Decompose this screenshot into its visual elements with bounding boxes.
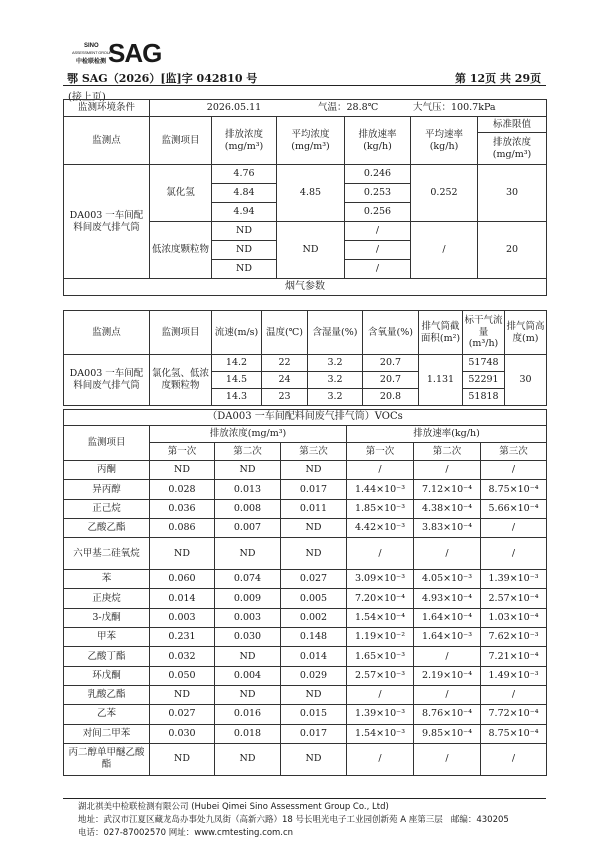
subheader-cell: 第三次 <box>481 443 547 461</box>
rate-cell: 2.19×10⁻⁴ <box>414 666 481 685</box>
conc-cell: 0.003 <box>215 608 281 627</box>
rate-cell: / <box>481 743 547 775</box>
conc-cell: 0.011 <box>281 499 347 518</box>
table-row <box>64 538 547 570</box>
oxygen-cell: 20.7 <box>363 355 419 372</box>
rate-cell: 1.39×10⁻³ <box>347 705 414 724</box>
humidity-cell: 3.2 <box>308 355 363 372</box>
header-flow: 流速(m/s) <box>212 311 262 355</box>
conc-cell: 0.002 <box>281 608 347 627</box>
page-number: 第 12页 共 29页 <box>455 72 542 85</box>
rate-cell: 4.38×10⁻⁴ <box>414 499 481 518</box>
conc-cell: 0.015 <box>281 705 347 724</box>
header-oxygen: 含氧量(%) <box>363 311 419 355</box>
header-point: 监测点 <box>64 311 150 355</box>
conc-cell: ND <box>212 222 277 241</box>
monitoring-point: DA003 一车间配料间废气排气筒 <box>64 165 150 279</box>
rate-cell: / <box>414 538 481 570</box>
subheader-cell: 第三次 <box>281 443 347 461</box>
header-conc: 排放浓度(mg/m³) <box>212 117 277 165</box>
rate-cell: 0.246 <box>345 165 411 184</box>
rate-cell: / <box>414 685 481 704</box>
header-divider <box>63 85 546 86</box>
rate-cell: 1.19×10⁻² <box>347 628 414 647</box>
header-avg-rate: 平均速率(kg/h) <box>411 117 478 165</box>
voc-name-cell: 乙酸乙酯 <box>64 518 150 537</box>
rate-cell: 1.39×10⁻³ <box>481 570 547 589</box>
conc-cell: ND <box>212 260 277 279</box>
header-item: 监测项目 <box>150 117 212 165</box>
header-row <box>64 117 547 165</box>
section-title-row <box>64 279 547 296</box>
conc-cell: 0.005 <box>281 589 347 608</box>
table-row <box>64 705 547 724</box>
table-row <box>64 589 547 608</box>
voc-name-cell: 苯 <box>64 570 150 589</box>
voc-name-cell: 正庚烷 <box>64 589 150 608</box>
footer-company: 湖北祺美中检联检测有限公司 (Hubei Qimei Sino Assessment Group Co., Ltd) <box>78 802 389 812</box>
voc-name-cell: 环戊酮 <box>64 666 150 685</box>
table-row <box>64 461 547 480</box>
rate-cell: 8.75×10⁻⁴ <box>481 480 547 499</box>
conc-cell: 4.84 <box>212 184 277 203</box>
conc-cell: 0.086 <box>150 518 215 537</box>
rate-cell: 1.54×10⁻³ <box>347 724 414 743</box>
footer-contact: 电话：027-87002570 网址：www.cmtesting.com.cn <box>78 828 294 838</box>
rate-cell: 3.83×10⁻⁴ <box>414 518 481 537</box>
vocs-table <box>63 409 547 776</box>
rate-cell: 1.03×10⁻⁴ <box>481 608 547 627</box>
item-name: 低浓度颗粒物 <box>150 222 212 279</box>
header-avg-conc: 平均浓度(mg/m³) <box>277 117 345 165</box>
env-label: 监测环境条件 <box>64 100 150 117</box>
limit-cell: 20 <box>478 222 547 279</box>
conc-cell: 0.030 <box>150 724 215 743</box>
footer-divider <box>63 798 546 799</box>
conc-cell: 4.76 <box>212 165 277 184</box>
rate-cell: / <box>347 461 414 480</box>
conc-cell: 0.027 <box>281 570 347 589</box>
env-temperature: 气温：28.8℃ <box>318 102 379 114</box>
table-row <box>64 666 547 685</box>
rate-cell: 1.54×10⁻⁴ <box>347 608 414 627</box>
conc-cell: ND <box>281 538 347 570</box>
conc-cell: 0.030 <box>215 628 281 647</box>
std-flow-cell: 52291 <box>463 372 505 389</box>
conc-cell: ND <box>215 647 281 666</box>
conc-cell: ND <box>215 538 281 570</box>
conc-cell: 0.013 <box>215 480 281 499</box>
rate-cell: / <box>345 260 411 279</box>
rate-cell: 3.09×10⁻³ <box>347 570 414 589</box>
conc-cell: 0.014 <box>281 647 347 666</box>
conc-cell: 0.017 <box>281 480 347 499</box>
table-row <box>64 480 547 499</box>
conc-cell: 0.009 <box>215 589 281 608</box>
voc-name-cell: 异丙醇 <box>64 480 150 499</box>
env-row <box>64 100 547 117</box>
section-title-vocs: （DA003 一车间配料间废气排气筒）VOCs <box>64 410 547 426</box>
footer-address <box>78 813 509 825</box>
rate-cell: / <box>481 685 547 704</box>
avg-rate-cell: 0.252 <box>411 165 478 222</box>
voc-name-cell: 对间二甲苯 <box>64 724 150 743</box>
rate-cell: 7.20×10⁻⁴ <box>347 589 414 608</box>
conc-cell: ND <box>150 461 215 480</box>
header-limit-bottom: 排放浓度(mg/m³) <box>492 136 532 160</box>
conc-cell: 4.94 <box>212 203 277 222</box>
env-pressure: 大气压：100.7kPa <box>413 102 496 114</box>
table-row <box>64 647 547 666</box>
continued-note: (接上页) <box>68 92 106 103</box>
header-height: 排气筒高度(m) <box>505 311 547 355</box>
conc-cell: 0.004 <box>215 666 281 685</box>
conc-cell: 0.027 <box>150 705 215 724</box>
logo-sub-text: ASSESSMENT GROUP <box>72 50 112 55</box>
subheader-cell: 第二次 <box>215 443 281 461</box>
header-rate: 排放速率(kg/h) <box>347 426 547 443</box>
item-name: 氯化氢、低浓度颗粒物 <box>150 355 212 406</box>
conc-cell: 0.008 <box>215 499 281 518</box>
section-title-row <box>64 410 547 426</box>
voc-name-cell: 丙酮 <box>64 461 150 480</box>
flow-cell: 14.2 <box>212 355 262 372</box>
header-row <box>64 311 547 355</box>
header-limit-top: 标准限值 <box>478 117 546 133</box>
section-title-flue: 烟气参数 <box>64 279 547 296</box>
header-area: 排气筒截面积(m²) <box>419 311 463 355</box>
conc-cell: ND <box>150 685 215 704</box>
rate-cell: 1.85×10⁻³ <box>347 499 414 518</box>
subheader-cell: 第一次 <box>347 443 414 461</box>
avg-conc-cell: ND <box>277 222 345 279</box>
rate-cell: 2.57×10⁻³ <box>347 666 414 685</box>
footer-postcode: 邮编：430205 <box>450 815 509 825</box>
rate-cell: 7.12×10⁻⁴ <box>414 480 481 499</box>
rate-cell: 1.65×10⁻³ <box>347 647 414 666</box>
table-row <box>64 165 547 184</box>
rate-cell: 8.75×10⁻⁴ <box>481 724 547 743</box>
table-row <box>64 355 547 372</box>
env-date: 2026.05.11 <box>206 102 262 114</box>
header-limit <box>478 117 547 165</box>
limit-cell: 30 <box>478 165 547 222</box>
voc-name-cell: 乙苯 <box>64 705 150 724</box>
flow-cell: 14.3 <box>212 389 262 406</box>
conc-cell: 0.060 <box>150 570 215 589</box>
env-values <box>150 100 547 117</box>
header-std-flow: 标干气流量(m³/h) <box>463 311 505 355</box>
monitoring-table <box>63 99 547 296</box>
conc-cell: ND <box>215 685 281 704</box>
conc-cell: 0.017 <box>281 724 347 743</box>
table-row <box>64 685 547 704</box>
document-number: 鄂 SAG（2026）[监]字 042810 号 <box>67 72 258 85</box>
voc-name-cell: 3-戊酮 <box>64 608 150 627</box>
temp-cell: 24 <box>262 372 308 389</box>
conc-cell: 0.003 <box>150 608 215 627</box>
header-item: 监测项目 <box>150 311 212 355</box>
table-row <box>64 570 547 589</box>
company-logo <box>70 38 160 72</box>
rate-cell: / <box>345 241 411 260</box>
avg-conc-cell: 4.85 <box>277 165 345 222</box>
rate-cell: 7.21×10⁻⁴ <box>481 647 547 666</box>
header-conc: 排放浓度(mg/m³) <box>150 426 347 443</box>
oxygen-cell: 20.8 <box>363 389 419 406</box>
conc-cell: ND <box>281 461 347 480</box>
rate-cell: 1.49×10⁻³ <box>481 666 547 685</box>
header-humidity: 含湿量(%) <box>308 311 363 355</box>
table-row <box>64 518 547 537</box>
temp-cell: 23 <box>262 389 308 406</box>
rate-cell: 4.05×10⁻³ <box>414 570 481 589</box>
rate-cell: 7.72×10⁻⁴ <box>481 705 547 724</box>
voc-name-cell: 乙酸丁酯 <box>64 647 150 666</box>
rate-cell: 4.93×10⁻⁴ <box>414 589 481 608</box>
rate-cell: / <box>347 743 414 775</box>
item-name: 氯化氢 <box>150 165 212 222</box>
oxygen-cell: 20.7 <box>363 372 419 389</box>
rate-cell: 4.42×10⁻³ <box>347 518 414 537</box>
voc-name-cell: 丙二醇单甲醚乙酸酯 <box>64 743 150 775</box>
flow-cell: 14.5 <box>212 372 262 389</box>
height-cell: 30 <box>505 355 547 406</box>
flue-gas-table <box>63 310 547 406</box>
header-temp: 温度(℃) <box>262 311 308 355</box>
rate-cell: 7.62×10⁻³ <box>481 628 547 647</box>
rate-cell: 1.64×10⁻⁴ <box>414 608 481 627</box>
conc-cell: 0.007 <box>215 518 281 537</box>
header-rate: 排放速率(kg/h) <box>345 117 411 165</box>
rate-cell: / <box>347 685 414 704</box>
std-flow-cell: 51818 <box>463 389 505 406</box>
conc-cell: 0.032 <box>150 647 215 666</box>
rate-cell: / <box>481 538 547 570</box>
rate-cell: 1.64×10⁻³ <box>414 628 481 647</box>
conc-cell: ND <box>215 461 281 480</box>
rate-cell: / <box>414 647 481 666</box>
temp-cell: 22 <box>262 355 308 372</box>
rate-cell: / <box>481 518 547 537</box>
monitoring-point: DA003 一车间配料间废气排气筒 <box>64 355 150 406</box>
conc-cell: ND <box>281 743 347 775</box>
rate-cell: / <box>414 743 481 775</box>
avg-rate-cell: / <box>411 222 478 279</box>
conc-cell: ND <box>150 538 215 570</box>
conc-cell: 0.014 <box>150 589 215 608</box>
conc-cell: 0.148 <box>281 628 347 647</box>
std-flow-cell: 51748 <box>463 355 505 372</box>
area-cell: 1.131 <box>419 355 463 406</box>
footer-address-text: 地址：武汉市江夏区藏龙岛办事处九凤街（高新六路）18 号长咀光电子工业园创新苑 A 座第三层 <box>78 815 443 825</box>
table-row <box>64 499 547 518</box>
table-row <box>64 628 547 647</box>
conc-cell: 0.074 <box>215 570 281 589</box>
voc-name-cell: 六甲基二硅氧烷 <box>64 538 150 570</box>
humidity-cell: 3.2 <box>308 389 363 406</box>
rate-cell: / <box>481 461 547 480</box>
header-row <box>64 426 547 443</box>
rate-cell: / <box>414 461 481 480</box>
rate-cell: 8.76×10⁻⁴ <box>414 705 481 724</box>
subheader-cell: 第一次 <box>150 443 215 461</box>
rate-cell: 0.256 <box>345 203 411 222</box>
vocs-body <box>64 461 547 776</box>
humidity-cell: 3.2 <box>308 372 363 389</box>
conc-cell: 0.029 <box>281 666 347 685</box>
voc-name-cell: 乳酸乙酯 <box>64 685 150 704</box>
conc-cell: 0.036 <box>150 499 215 518</box>
rate-cell: 0.253 <box>345 184 411 203</box>
conc-cell: ND <box>281 685 347 704</box>
rate-cell: 1.44×10⁻³ <box>347 480 414 499</box>
voc-name-cell: 正己烷 <box>64 499 150 518</box>
conc-cell: 0.231 <box>150 628 215 647</box>
conc-cell: ND <box>215 743 281 775</box>
conc-cell: ND <box>212 241 277 260</box>
conc-cell: ND <box>281 518 347 537</box>
conc-cell: ND <box>150 743 215 775</box>
logo-top-text: SINO <box>84 43 99 49</box>
conc-cell: 0.016 <box>215 705 281 724</box>
rate-cell: 5.66×10⁻⁴ <box>481 499 547 518</box>
table-row <box>64 743 547 775</box>
conc-cell: 0.050 <box>150 666 215 685</box>
logo-cn-text: 中检联检测 <box>76 59 107 65</box>
header-item: 监测项目 <box>64 426 150 461</box>
rate-cell: 9.85×10⁻⁴ <box>414 724 481 743</box>
table-row <box>64 608 547 627</box>
table-row <box>64 724 547 743</box>
header-point: 监测点 <box>64 117 150 165</box>
subheader-cell: 第二次 <box>414 443 481 461</box>
rate-cell: 2.57×10⁻⁴ <box>481 589 547 608</box>
voc-name-cell: 甲苯 <box>64 628 150 647</box>
logo-big-text: SAG <box>108 38 162 68</box>
conc-cell: 0.028 <box>150 480 215 499</box>
rate-cell: / <box>347 538 414 570</box>
rate-cell: / <box>345 222 411 241</box>
conc-cell: 0.018 <box>215 724 281 743</box>
